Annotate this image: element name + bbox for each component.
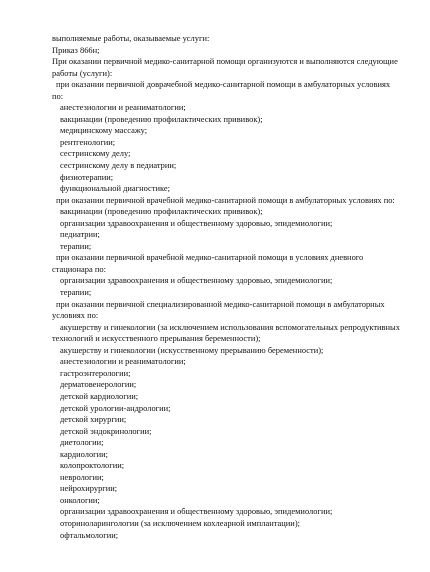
text-line: терапии; xyxy=(60,287,92,298)
text-line: онкологии; xyxy=(60,494,100,505)
text-line: по: xyxy=(52,90,64,101)
text-line: диетологии; xyxy=(60,437,104,448)
text-line: нейрохирургии; xyxy=(60,483,118,494)
text-line: неврологии; xyxy=(60,471,104,482)
text-line: кардиологии; xyxy=(60,448,109,459)
text-line: терапии; xyxy=(60,240,92,251)
text-line: акушерству и гинекологии (искусственному прерыванию беременности); xyxy=(60,344,324,355)
text-line: технологий и искусственного прерывания беременности); xyxy=(52,333,261,344)
text-line: детской кардиологии; xyxy=(60,390,139,401)
text-line: физиотерапии; xyxy=(60,171,114,182)
text-line: вакцинации (проведению профилактических прививок); xyxy=(60,113,263,124)
text-line: колопроктологии; xyxy=(60,460,125,471)
text-line: выполняемые работы, оказываемые услуги: xyxy=(52,33,210,43)
text-line: функциональной диагностике; xyxy=(60,183,170,194)
text-line: анестезиологии и реаниматологии; xyxy=(60,102,186,113)
text-line: сестринскому делу в педиатрии; xyxy=(60,160,177,171)
text-line: при оказании первичной врачебной медико-санитарной помощи в амбулаторных условиях по: xyxy=(56,194,395,205)
text-line: акушерству и гинекологии (за исключением использования вспомогательных репродуктивных xyxy=(60,321,400,332)
text-line: оториноларингологии (за исключением кохлеарной имплантации); xyxy=(60,517,300,528)
text-line: детской урологии-андрологии; xyxy=(60,402,171,413)
text-line: офтальмологии; xyxy=(60,529,119,540)
text-line: дерматовенерологии; xyxy=(60,379,137,390)
text-line: стационара по: xyxy=(52,263,106,274)
text-line: анестезиологии и реаниматологии; xyxy=(60,356,186,367)
text-line: при оказании первичной доврачебной медико-санитарной помощи в амбулаторных условиях xyxy=(56,79,391,90)
text-line: при оказании первичной врачебной медико-санитарной помощи в условиях дневного xyxy=(56,252,364,263)
text-line: организации здравоохранения и общественному здоровью, эпидемиологии; xyxy=(60,217,333,228)
text-line: Приказ 866н; xyxy=(52,44,100,55)
text-line: работы (услуги): xyxy=(52,67,113,78)
text-line: организации здравоохранения и общественному здоровью, эпидемиологии; xyxy=(60,506,333,517)
text-line: условиях по: xyxy=(52,310,99,321)
text-line: сестринскому делу; xyxy=(60,148,131,159)
text-line: при оказании первичной специализированной медико-санитарной помощи в амбулаторных xyxy=(56,298,385,309)
text-line: гастроэнтерологии; xyxy=(60,367,131,378)
text-line: детской хирургии; xyxy=(60,414,127,425)
text-line: детской эндокринологии; xyxy=(60,425,152,436)
text-line: организации здравоохранения и общественному здоровью, эпидемиологии; xyxy=(60,275,333,286)
text-line: медицинскому массажу; xyxy=(60,125,148,136)
text-line: рентгенологии; xyxy=(60,136,116,147)
text-line: вакцинации (проведению профилактических прививок); xyxy=(60,206,263,217)
text-line: педиатрии; xyxy=(60,229,100,240)
text-line: При оказании первичной медико-санитарной помощи организуются и выполняются следующие xyxy=(52,56,398,67)
